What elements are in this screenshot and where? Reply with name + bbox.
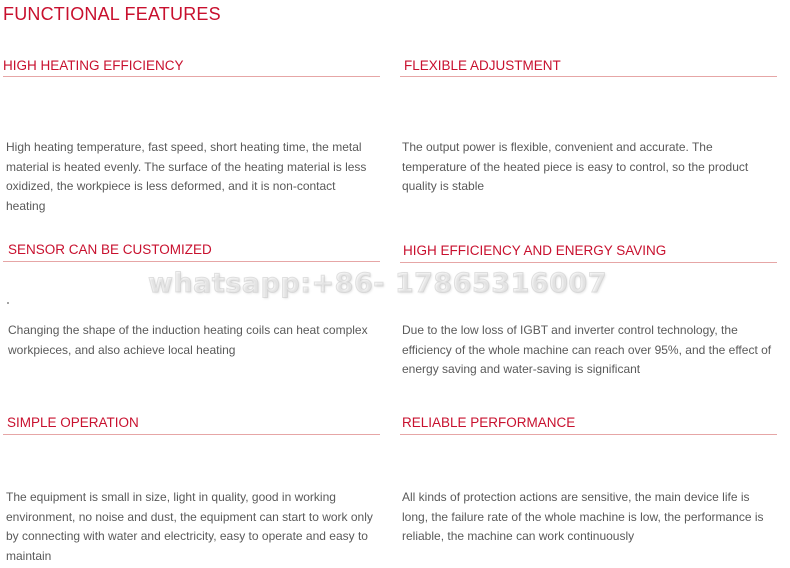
feature-description: Changing the shape of the induction heating coils can heat complex workpieces, and also achieve local heating [8,323,368,357]
feature-sensor-customized [3,242,381,372]
feature-divider [400,434,777,435]
feature-heading: HIGH EFFICIENCY AND ENERGY SAVING [403,243,667,258]
watermark: whatsapp:+86- 17865316007 [148,268,607,299]
feature-high-heating-efficiency [3,58,381,213]
stray-dot [7,302,9,304]
feature-heading: FLEXIBLE ADJUSTMENT [404,58,561,73]
feature-heading: RELIABLE PERFORMANCE [402,415,576,430]
feature-description: The equipment is small in size, light in quality, good in working environment, no noise and dust, the equipment can start to work only by connecting with water and electricity, easy to operate and easy to maintain [6,490,373,563]
feature-divider [400,76,777,77]
feature-heading: SIMPLE OPERATION [7,415,139,430]
page-title: FUNCTIONAL FEATURES [3,4,221,24]
feature-divider [3,434,380,435]
feature-high-efficiency-energy-saving [400,243,778,383]
feature-reliable-performance [400,415,778,555]
feature-flexible-adjustment [400,58,778,198]
feature-divider [3,261,380,262]
feature-description: High heating temperature, fast speed, short heating time, the metal material is heated evenly. The surface of the heating material is less oxidized, the workpiece is less deformed, and it is non-contact heating [6,140,367,213]
feature-divider [400,262,777,263]
feature-simple-operation [3,415,381,568]
feature-description: All kinds of protection actions are sensitive, the main device life is long, the failure rate of the whole machine is low, the performance is reliable, the machine can work continuously [402,490,764,543]
feature-description: Due to the low loss of IGBT and inverter control technology, the efficiency of the whole machine can reach over 95%, and the effect of energy saving and water-saving is significant [402,323,772,376]
feature-heading: HIGH HEATING EFFICIENCY [3,58,184,73]
feature-heading: SENSOR CAN BE CUSTOMIZED [8,242,212,257]
feature-description: The output power is flexible, convenient and accurate. The temperature of the heated piece is easy to control, so the product quality is stable [402,140,749,193]
feature-divider [3,76,380,77]
